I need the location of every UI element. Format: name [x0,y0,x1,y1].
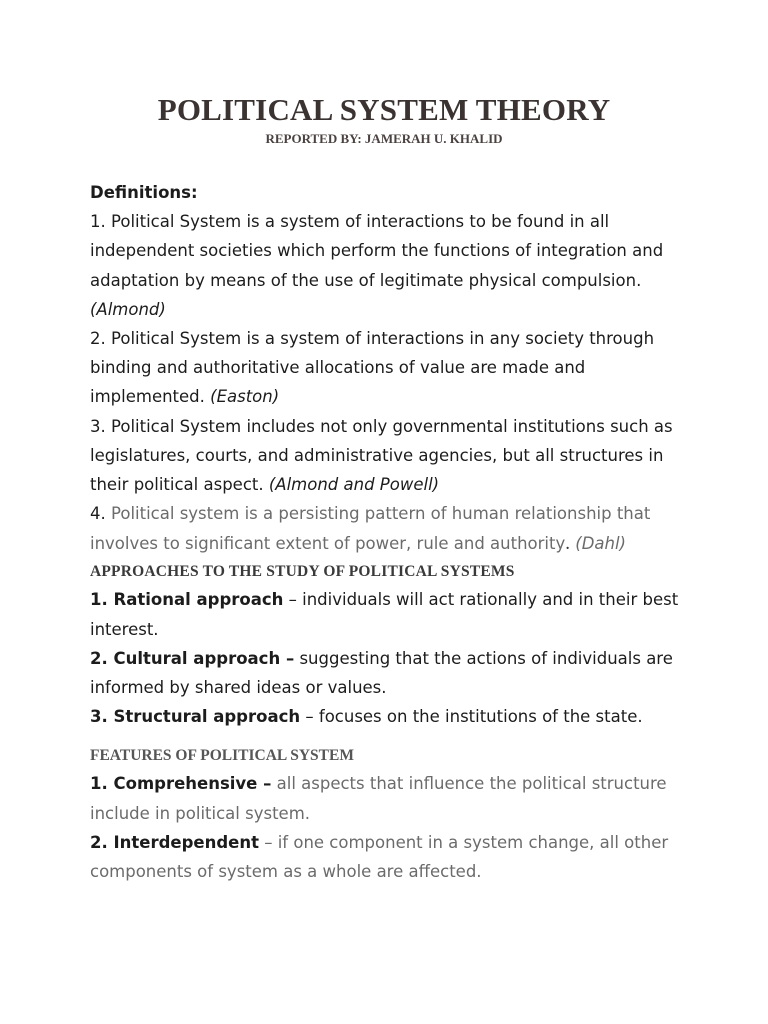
feature-2-line-1 [90,828,680,857]
approach-2-line-1 [90,644,680,673]
definition-3-citation: (Almond and Powell) [268,475,440,495]
page-title: POLITICAL SYSTEM THEORY [157,92,611,127]
definition-3-line-1: 3. Political System includes not only governmental institutions such as [90,416,673,436]
definition-2-line-3 [90,382,680,411]
definition-3-line-2: legislatures, courts, and administrative agencies, but all structures in [90,445,664,465]
definition-3-line-3 [90,470,680,499]
approach-2-label: 2. Cultural approach – [90,648,295,668]
feature-1-text: all aspects that influence the political structure [271,774,667,794]
document-body [90,178,680,886]
definition-1-line-3: adaptation by means of the use of legitimate physical compulsion. [90,270,642,290]
definition-4-period: . [565,533,571,555]
approach-1-line-1 [90,585,680,614]
feature-1-line-2: include in political system. [90,803,311,823]
approach-3-label: 3. Structural approach [90,707,301,727]
feature-1-line-1 [90,769,680,798]
approaches-heading: APPROACHES TO THE STUDY OF POLITICAL SYSTEMS [90,563,515,581]
definition-4-line-2 [90,528,680,559]
approach-1-line-2: interest. [90,619,159,639]
definitions-heading: Definitions: [90,183,198,202]
definition-2-line-1: 2. Political System is a system of interactions in any society through [90,329,655,349]
approach-1-text: – individuals will act rationally and in their best [283,590,679,610]
definition-4-text-2: involves to significant extent of power, rule and authority [90,534,566,554]
definition-4-line-1 [90,499,680,528]
feature-2-text: – if one component in a system change, all other [258,832,669,852]
definition-2-citation: (Easton) [210,387,280,407]
definition-3-text: their political aspect. [90,475,269,495]
feature-2-line-2: components of system as a whole are affected. [90,862,482,882]
definition-1-citation: (Almond) [90,299,166,319]
definition-1-line-2: independent societies which perform the functions of integration and [90,241,664,261]
approach-1-label: 1. Rational approach [90,590,284,610]
definition-4-number: 4. [90,504,111,524]
approach-2-line-2: informed by shared ideas or values. [90,678,387,698]
features-heading: FEATURES OF POLITICAL SYSTEM [90,747,354,765]
approach-2-text: suggesting that the actions of individuals are [294,648,673,668]
definition-2-text: implemented. [90,387,211,407]
definition-1-line-1: 1. Political System is a system of interactions to be found in all [90,212,610,232]
definition-2-line-2: binding and authoritative allocations of value are made and [90,358,586,378]
reporter-subtitle: REPORTED BY: JAMERAH U. KHALID [265,131,503,146]
feature-2-label: 2. Interdependent [90,832,259,852]
definition-4-citation: (Dahl) [570,534,626,554]
approach-3-line-1 [90,702,680,731]
definition-4-text: Political system is a persisting pattern of human relationship that [111,504,651,524]
approach-3-text: – focuses on the institutions of the state. [300,707,643,727]
feature-1-label: 1. Comprehensive – [90,774,272,794]
